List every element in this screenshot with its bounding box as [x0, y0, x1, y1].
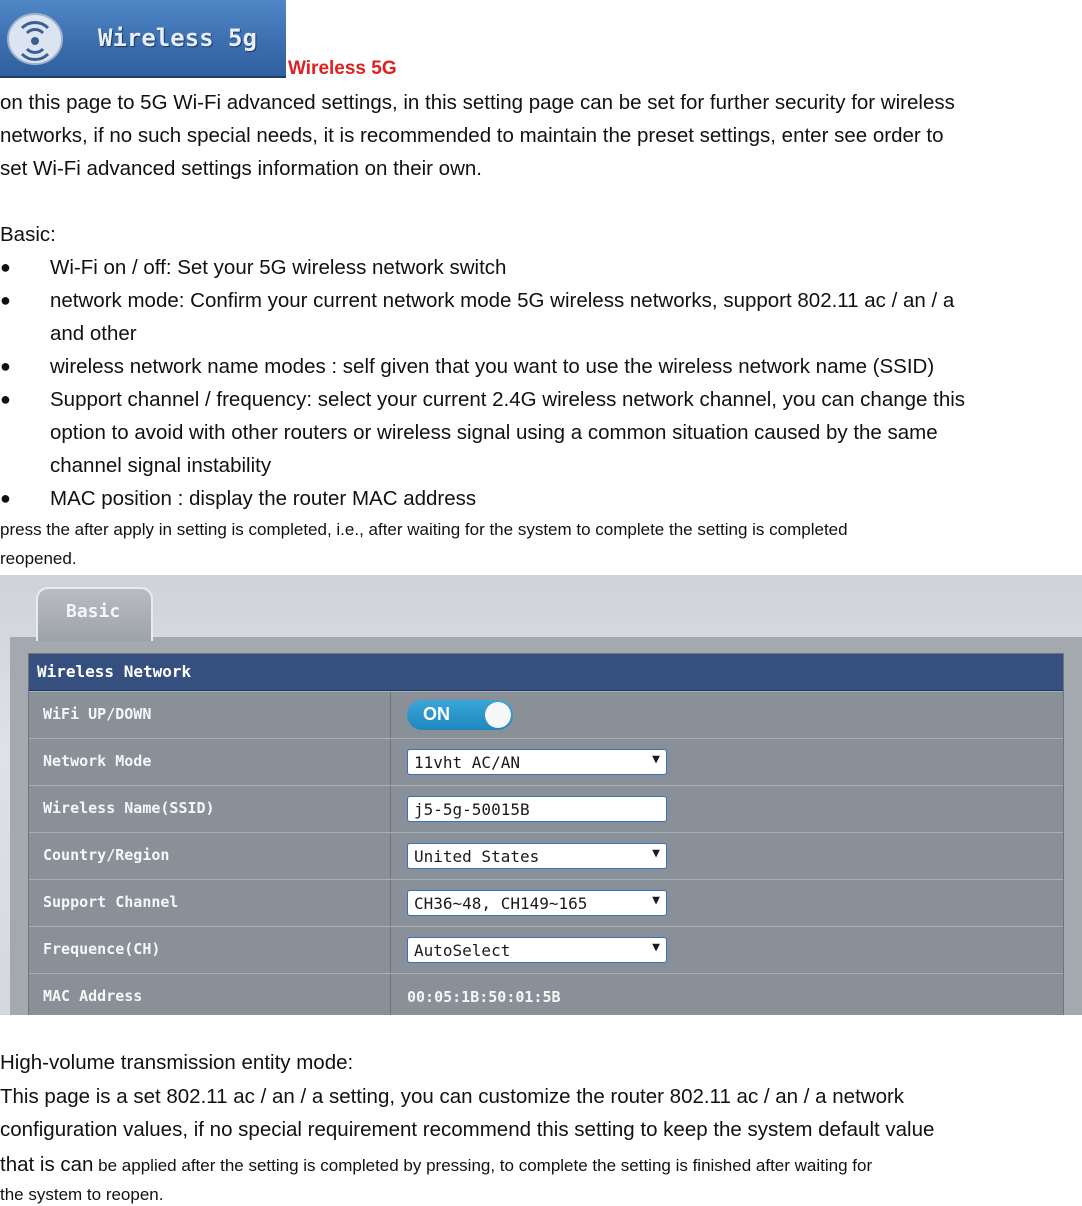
basic-heading: Basic: — [0, 223, 56, 246]
chevron-down-icon: ▼ — [652, 846, 660, 861]
high-volume-line: the system to reopen. — [0, 1185, 164, 1204]
wifi-icon — [6, 12, 64, 66]
bullet-dot: ● — [0, 488, 11, 508]
bullet-text: and other — [50, 322, 137, 345]
network-mode-value: 11vht AC/AN — [414, 753, 520, 772]
bullet-text: network mode: Confirm your current network mode 5G wireless networks, support 802.11 ac / an / a — [50, 289, 955, 312]
bullet-dot: ● — [0, 356, 11, 376]
bullet-dot: ● — [0, 389, 11, 409]
ssid-input[interactable] — [407, 796, 667, 822]
channel-value: CH36~48, CH149~165 — [414, 894, 588, 913]
table-row — [29, 973, 1063, 1015]
high-volume-heading: High-volume transmission entity mode: — [0, 1051, 354, 1074]
frequence-label: Frequence(CH) — [43, 940, 161, 958]
ssid-label: Wireless Name(SSID) — [43, 799, 215, 817]
bullet-text: Wi-Fi on / off: Set your 5G wireless network switch — [50, 256, 507, 279]
country-label: Country/Region — [43, 846, 170, 864]
chevron-down-icon: ▼ — [652, 893, 660, 908]
mac-label: MAC Address — [43, 987, 143, 1005]
bullet-text: wireless network name modes : self given that you want to use the wireless network name (SSID) — [50, 355, 935, 378]
table-row — [29, 879, 1063, 926]
bullet-text: option to avoid with other routers or wireless signal using a common situation caused by the same — [50, 421, 938, 444]
intro-line: on this page to 5G Wi-Fi advanced settings, in this setting page can be set for further security for wireless — [0, 91, 955, 114]
chevron-down-icon: ▼ — [652, 940, 660, 955]
wifi-toggle-label: ON — [423, 704, 450, 724]
banner-label: Wireless 5g — [98, 24, 257, 52]
table-row — [29, 785, 1063, 832]
country-value: United States — [414, 847, 540, 866]
intro-line: set Wi-Fi advanced settings information on their own. — [0, 157, 482, 180]
tab-basic-label: Basic — [66, 601, 121, 622]
mac-value: 00:05:1B:50:01:5B — [407, 988, 561, 1006]
table-row — [29, 926, 1063, 973]
frequence-select[interactable] — [407, 937, 667, 963]
chevron-down-icon: ▼ — [652, 752, 660, 767]
apply-note: press the after apply in setting is completed, i.e., after waiting for the system to complete the setting is completed — [0, 520, 848, 539]
ssid-value: j5-5g-50015B — [414, 800, 530, 819]
apply-note: reopened. — [0, 549, 77, 568]
table-header — [29, 654, 1063, 691]
intro-line: networks, if no such special needs, it is recommended to maintain the preset settings, enter see order to — [0, 124, 944, 147]
network-mode-label: Network Mode — [43, 752, 152, 770]
high-volume-text: be applied after the setting is completed by pressing, to complete the setting is finished after waiting for — [93, 1156, 873, 1175]
country-select[interactable] — [407, 843, 667, 869]
table-row — [29, 691, 1063, 738]
toggle-knob — [485, 702, 511, 728]
section-title: Wireless 5G — [288, 58, 397, 79]
bullet-text: Support channel / frequency: select your current 2.4G wireless network channel, you can change this — [50, 388, 966, 411]
table-row — [29, 832, 1063, 879]
channel-label: Support Channel — [43, 893, 179, 911]
tab-basic[interactable] — [36, 587, 153, 641]
table-title: Wireless Network — [37, 662, 192, 681]
bullet-dot: ● — [0, 290, 11, 310]
bullet-text: MAC position : display the router MAC address — [50, 487, 477, 510]
high-volume-line — [0, 1148, 872, 1181]
bullet-text: channel signal instability — [50, 454, 272, 477]
wireless-network-table — [28, 653, 1064, 1015]
bullet-dot: ● — [0, 257, 11, 277]
high-volume-line: This page is a set 802.11 ac / an / a setting, you can customize the router 802.11 ac / an / a network — [0, 1085, 905, 1108]
wireless-5g-banner — [0, 0, 286, 78]
router-screenshot — [0, 575, 1082, 1015]
high-volume-text: that is can — [0, 1153, 94, 1176]
table-row — [29, 738, 1063, 785]
wifi-label: WiFi UP/DOWN — [43, 705, 152, 723]
network-mode-select[interactable] — [407, 749, 667, 775]
frequence-value: AutoSelect — [414, 941, 511, 960]
channel-select[interactable] — [407, 890, 667, 916]
wifi-toggle[interactable] — [407, 700, 513, 730]
high-volume-line: configuration values, if no special requirement recommend this setting to keep the system default value — [0, 1118, 935, 1141]
